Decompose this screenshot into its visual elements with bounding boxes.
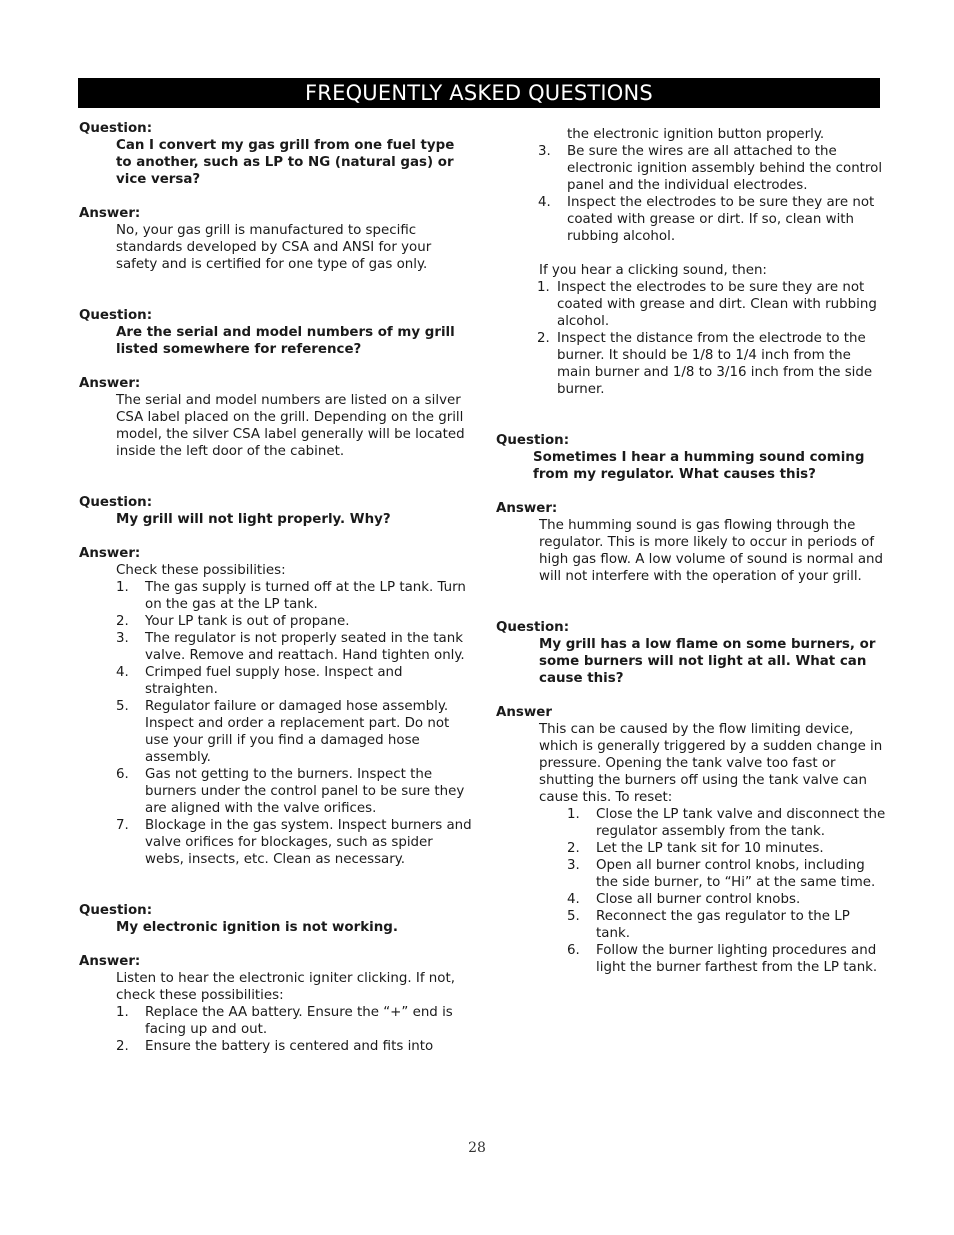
answer-text: No, your gas grill is manufactured to specific standards developed by CSA and ANSI for your safety and is certified for one type of gas only. [116, 223, 432, 272]
ignition-check-list-continued [530, 143, 886, 245]
answer-text: The serial and model numbers are listed on a silver CSA label placed on the grill. Depending on the grill model, the silver CSA label generally will be located inside the left door of the cabinet. [116, 393, 465, 459]
ignition-check-list [79, 1004, 474, 1055]
answer-intro: This can be caused by the flow limiting device, which is generally triggered by a sudden change in pressure. Opening the tank valve too fast or shutting the burners off using the tank valve can cause this. To reset: [539, 722, 883, 805]
list-item: 1. Close the LP tank valve and disconnect the regulator assembly from the tank. [567, 807, 886, 839]
list-item: 1. The gas supply is turned off at the LP tank. Turn on the gas at the LP tank. [116, 580, 466, 612]
faq-electronic-ignition [79, 902, 474, 1055]
question-text: My grill has a low flame on some burners, or some burners will not light at all. What can cause this? [539, 637, 876, 686]
list-item: 1. Inspect the electrodes to be sure they are not coated with grease and dirt. Clean with rubbing alcohol. [537, 280, 877, 329]
page-number: 28 [468, 1140, 486, 1156]
question-text: Are the serial and model numbers of my grill listed somewhere for reference? [116, 325, 455, 357]
section-title-banner: FREQUENTLY ASKED QUESTIONS [78, 78, 880, 108]
list-item: 2. Let the LP tank sit for 10 minutes. [567, 841, 824, 856]
list-item: 7. Blockage in the gas system. Inspect burners and valve orifices for blockages, such as spider webs, insects, etc. Clean as necessary. [116, 818, 472, 867]
faq-low-flame [496, 619, 886, 976]
answer-label: Answer: [79, 376, 141, 391]
continued-text: the electronic ignition button properly. [567, 127, 825, 142]
answer-label: Answer: [79, 546, 141, 561]
question-text: Can I convert my gas grill from one fuel type to another, such as LP to NG (natural gas) or vice versa? [116, 138, 455, 187]
answer-text: The humming sound is gas flowing through the regulator. This is more likely to occur in periods of high gas flow. A low volume of sound is normal and will not interfere with the operation of your grill. [539, 518, 884, 584]
list-item: 5. Reconnect the gas regulator to the LP tank. [567, 909, 850, 941]
list-item: 6. Follow the burner lighting procedures and light the burner farthest from the LP tank. [567, 943, 878, 975]
list-item: 3. Open all burner control knobs, including the side burner, to “Hi” at the same time. [567, 858, 876, 890]
list-item: 1. Replace the AA battery. Ensure the “+” end is facing up and out. [116, 1005, 453, 1037]
answer-intro: Check these possibilities: [116, 563, 286, 578]
question-text: Sometimes I hear a humming sound coming from my regulator. What causes this? [533, 450, 865, 482]
list-item: 5. Regulator failure or damaged hose assembly. Inspect and order a replacement part. Do not use your grill if you find a damaged hose assembly. [116, 699, 450, 765]
list-item: 3. Be sure the wires are all attached to the electronic ignition assembly behind the control panel and the individual electrodes. [538, 144, 883, 193]
question-label: Question: [79, 121, 153, 136]
question-label: Question: [79, 308, 153, 323]
list-item: 4. Inspect the electrodes to be sure they are not coated with grease or dirt. If so, clean with rubbing alcohol. [538, 195, 875, 244]
click-intro: If you hear a clicking sound, then: [539, 263, 767, 278]
list-item: 2. Your LP tank is out of propane. [116, 614, 350, 629]
faq-convert-fuel [79, 120, 474, 273]
list-item: 6. Gas not getting to the burners. Inspect the burners under the control panel to be sure they are aligned with the valve orifices. [116, 767, 465, 816]
right-column [496, 126, 886, 976]
question-label: Question: [496, 433, 570, 448]
question-label: Question: [79, 495, 153, 510]
reset-steps-list [496, 806, 886, 976]
question-text: My electronic ignition is not working. [116, 920, 398, 935]
list-item: 4. Close all burner control knobs. [567, 892, 801, 907]
click-check-list [496, 279, 886, 398]
list-item: 2. Inspect the distance from the electrode to the burner. It should be 1/8 to 1/4 inch from the main burner and 1/8 to 3/16 inch from the side burner. [537, 331, 873, 397]
question-label: Question: [496, 620, 570, 635]
list-item: 4. Crimped fuel supply hose. Inspect and straighten. [116, 665, 403, 697]
question-label: Question: [79, 903, 153, 918]
list-item: 3. The regulator is not properly seated in the tank valve. Remove and reattach. Hand tighten only. [116, 631, 465, 663]
answer-intro: Listen to hear the electronic igniter clicking. If not, check these possibilities: [116, 971, 455, 1003]
faq-humming-regulator [496, 432, 886, 585]
faq-serial-numbers [79, 307, 474, 460]
answer-label: Answer: [79, 206, 141, 221]
answer-label: Answer: [496, 501, 558, 516]
possibilities-list [79, 579, 474, 868]
answer-label: Answer [496, 705, 552, 720]
left-column [79, 120, 474, 1055]
question-text: My grill will not light properly. Why? [116, 512, 391, 527]
list-item: 2. Ensure the battery is centered and fits into [116, 1039, 434, 1054]
faq-grill-not-lighting [79, 494, 474, 868]
answer-label: Answer: [79, 954, 141, 969]
